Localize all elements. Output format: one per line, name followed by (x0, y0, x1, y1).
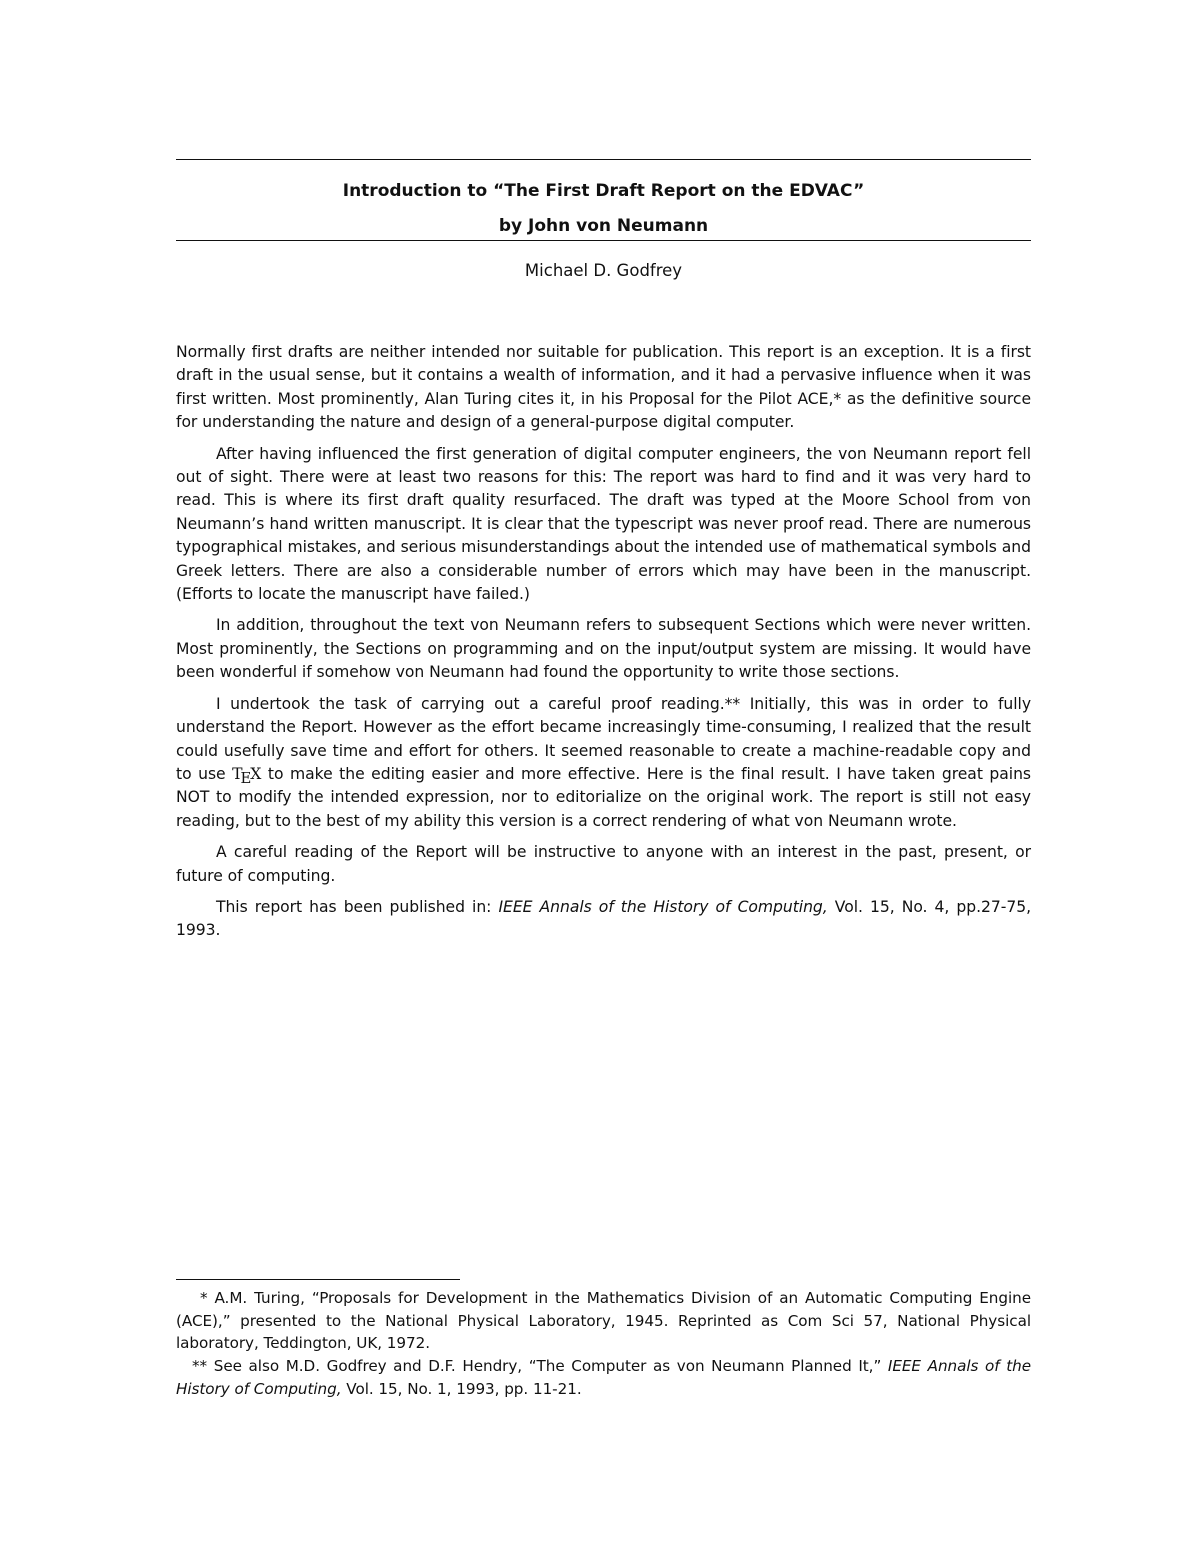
paragraph-2: After having influenced the first generation of digital computer engineers, the von Neumann report fell out of sight. There were at least two reasons for this: The report was hard to find and it was very hard to read. This is where its first draft quality resurfaced. The draft was typed at the Moore School from von Neumann’s hand written manuscript. It is clear that the typescript was never proof read. There are numerous typographical mistakes, and serious misunderstandings about the intended use of mathematical symbols and Greek letters. There are also a considerable number of errors which may have been in the manuscript. (Efforts to locate the manuscript have failed.) (176, 444, 1031, 604)
paragraph-5: A careful reading of the Report will be instructive to anyone with an interest in the past, present, or future of computing. (176, 843, 1031, 885)
paragraph-4-part-b: to make the editing easier and more effective. Here is the final result. I have taken great pains NOT to modify the intended expression, nor to editorialize on the original work. The report is still not easy reading, but to the best of my ability this version is a correct rendering of what von Neumann wrote. (176, 764, 1031, 830)
footnotes (176, 1287, 1031, 1401)
paragraph-1: Normally first drafts are neither intended nor suitable for publication. This report is an exception. It is a first draft in the usual sense, but it contains a wealth of information, and it had a pervasive influence when it was first written. Most prominently, Alan Turing cites it, in his Proposal for the Pilot ACE,* as the definitive source for understanding the nature and design of a general-purpose digital computer. (176, 343, 1031, 432)
document-title: Introduction to “The First Draft Report on the EDVAC” (342, 181, 865, 201)
footnote-2-part-a: ** See also M.D. Godfrey and D.F. Hendry, “The Computer as von Neumann Planned It,” (192, 1357, 882, 1376)
body-text (176, 341, 1031, 951)
footnote-2-part-b: Vol. 15, No. 1, 1993, pp. 11-21. (346, 1379, 582, 1398)
footnote-2-journal: IEEE Annals of the History of Computing, (176, 1357, 1031, 1398)
footnote-rule (176, 1279, 460, 1280)
footnote-2 (176, 1355, 1031, 1400)
document-byline: by John von Neumann (498, 216, 709, 236)
top-rule (176, 159, 1031, 160)
paragraph-6-part-a: This report has been published in: (216, 897, 492, 916)
journal-title: IEEE Annals of the History of Computing, (498, 897, 828, 916)
paragraph-3: In addition, throughout the text von Neumann refers to subsequent Sections which were never written. Most prominently, the Sections on programming and on the input/output system are missing. It would have been wonderful if somehow von Neumann had found the opportunity to write those sections. (176, 616, 1031, 682)
paragraph-4 (176, 693, 1031, 833)
paragraph-6 (176, 896, 1031, 943)
paragraph-6-part-b: Vol. 15, No. 4, pp.27-75, 1993. (176, 897, 1032, 940)
author-name: Michael D. Godfrey (524, 261, 683, 280)
paragraph-4-part-a: I undertook the task of carrying out a careful proof reading.** Initially, this was in order to fully understand the Report. However as the effort became increasingly time-consuming, I realized that the result could usefully save time and effort for others. It seemed reasonable to create a machine-readable copy and to use (176, 694, 1031, 783)
title-bottom-rule (176, 240, 1031, 241)
tex-logo: TEX (232, 764, 262, 787)
footnote-1: * A.M. Turing, “Proposals for Development in the Mathematics Division of an Automatic Computing Engine (ACE),” presented to the National Physical Laboratory, 1945. Reprinted as Com Sci 57, National Physical laboratory, Teddington, UK, 1972. (176, 1289, 1031, 1353)
